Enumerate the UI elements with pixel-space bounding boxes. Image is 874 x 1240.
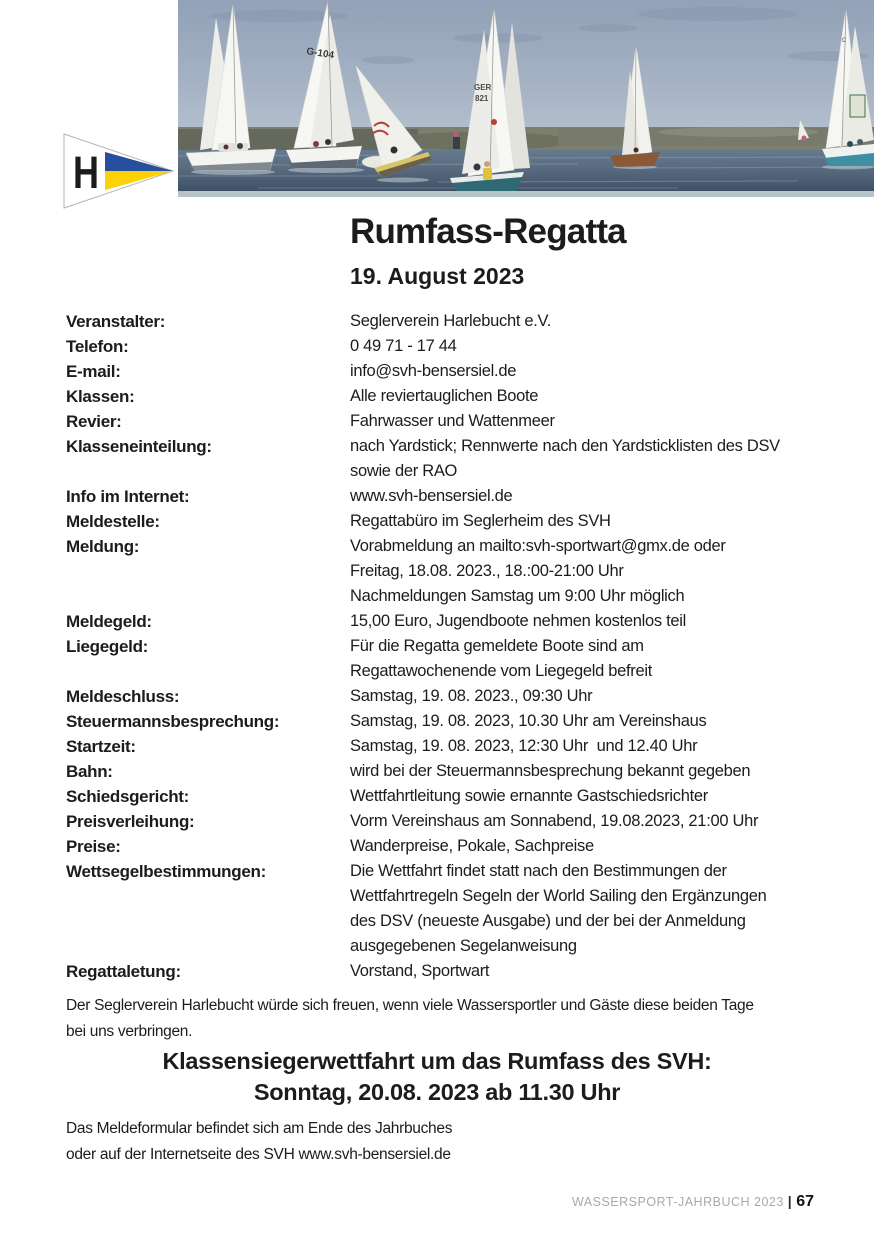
detail-value <box>350 634 822 684</box>
detail-label: Startzeit: <box>66 737 136 756</box>
detail-label: Veranstalter: <box>66 312 166 331</box>
detail-value-line: des DSV (neueste Ausgabe) und der bei der Anmeldung <box>350 912 746 930</box>
detail-value <box>350 534 822 609</box>
detail-label: Preise: <box>66 837 121 856</box>
detail-value-line: nach Yardstick; Rennwerte nach den Yardsticklisten des DSV <box>350 437 780 455</box>
detail-value-line: sowie der RAO <box>350 462 458 480</box>
detail-row <box>66 959 822 984</box>
detail-label: Meldestelle: <box>66 512 160 531</box>
detail-value-line: www.svh-bensersiel.de <box>350 487 513 505</box>
detail-value-line: Vorm Vereinshaus am Sonnabend, 19.08.2023, 21:00 Uhr <box>350 812 759 830</box>
detail-row <box>66 834 822 859</box>
detail-row <box>66 759 822 784</box>
detail-value <box>350 384 822 409</box>
detail-label: Klassen: <box>66 387 135 406</box>
form-note-line: Das Meldeformular befindet sich am Ende des Jahrbuches <box>66 1120 453 1137</box>
form-note <box>66 1116 452 1167</box>
detail-value <box>350 959 822 984</box>
closing-paragraph-line: bei uns verbringen. <box>66 1022 193 1040</box>
detail-value-line: Wettfahrtregeln Segeln der World Sailing den Ergänzungen <box>350 887 767 905</box>
detail-value-line: Wettfahrtleitung sowie ernannte Gastschiedsrichter <box>350 787 708 805</box>
sailboats-scene <box>178 0 874 197</box>
club-pennant-logo <box>63 133 175 209</box>
pennant-icon <box>63 133 175 209</box>
page-title: Rumfass-Regatta <box>350 212 626 251</box>
detail-value-line: Vorabmeldung an mailto:svh-sportwart@gmx.de oder <box>350 537 726 555</box>
detail-label: Info im Internet: <box>66 487 190 506</box>
detail-value <box>350 484 822 509</box>
logo-letter: H <box>73 147 99 198</box>
detail-value-line: Samstag, 19. 08. 2023, 12:30 Uhr und 12.40 Uhr <box>350 737 698 755</box>
detail-row <box>66 634 822 684</box>
details-list <box>66 309 822 984</box>
detail-label: E-mail: <box>66 362 121 381</box>
regatta-photo <box>178 0 874 197</box>
detail-label: Klasseneinteilung: <box>66 437 212 456</box>
detail-value-line: Samstag, 19. 08. 2023, 10.30 Uhr am Vereinshaus <box>350 712 707 730</box>
detail-row <box>66 709 822 734</box>
page-number: 67 <box>796 1193 814 1210</box>
detail-value-line: Die Wettfahrt findet statt nach den Bestimmungen der <box>350 862 727 880</box>
detail-value <box>350 359 822 384</box>
detail-row <box>66 409 822 434</box>
closing-paragraph <box>66 993 754 1044</box>
detail-value-line: Wanderpreise, Pokale, Sachpreise <box>350 837 594 855</box>
detail-value-line: Alle reviertauglichen Boote <box>350 387 539 405</box>
detail-value-line: info@svh-bensersiel.de <box>350 362 517 380</box>
form-note-line: oder auf der Internetseite des SVH www.svh-bensersiel.de <box>66 1145 451 1163</box>
detail-value <box>350 784 822 809</box>
detail-value <box>350 859 822 959</box>
detail-row <box>66 609 822 634</box>
detail-row <box>66 384 822 409</box>
detail-value-line: ausgegebenen Segelanweisung <box>350 937 577 955</box>
detail-label: Revier: <box>66 412 122 431</box>
detail-value-line: Samstag, 19. 08. 2023., 09:30 Uhr <box>350 687 593 705</box>
detail-row <box>66 509 822 534</box>
detail-label: Liegegeld: <box>66 637 149 656</box>
sail-number-821: 821 <box>475 94 489 103</box>
detail-row <box>66 334 822 359</box>
publication-name: WASSERSPORT-JAHRBUCH 2023 <box>571 1195 784 1209</box>
detail-label: Bahn: <box>66 762 113 781</box>
sail-letter-c: C <box>842 38 847 44</box>
detail-value-line: Vorstand, Sportwart <box>350 962 490 980</box>
footer-separator: | <box>787 1193 793 1209</box>
detail-label: Meldung: <box>66 537 140 556</box>
detail-label: Steuermannsbesprechung: <box>66 712 280 731</box>
event-date: 19. August 2023 <box>350 263 525 289</box>
detail-value-line: Freitag, 18.08. 2023., 18.:00-21:00 Uhr <box>350 562 624 580</box>
detail-label: Meldegeld: <box>66 612 152 631</box>
sail-country-ger: GER <box>474 83 492 92</box>
detail-value-line: Regattabüro im Seglerheim des SVH <box>350 512 611 530</box>
detail-value <box>350 759 822 784</box>
detail-row <box>66 534 822 609</box>
detail-row <box>66 734 822 759</box>
detail-row <box>66 359 822 384</box>
highlight-heading-line: Sonntag, 20.08. 2023 ab 11.30 Uhr <box>253 1079 621 1105</box>
detail-row <box>66 309 822 334</box>
detail-label: Telefon: <box>66 337 129 356</box>
detail-value <box>350 409 822 434</box>
detail-value <box>350 809 822 834</box>
detail-value <box>350 709 822 734</box>
detail-value <box>350 834 822 859</box>
detail-label: Wettsegelbestimmungen: <box>66 862 266 881</box>
detail-label: Meldeschluss: <box>66 687 180 706</box>
detail-value <box>350 684 822 709</box>
detail-value-line: Regattawochenende vom Liegegeld befreit <box>350 662 653 680</box>
detail-value-line: 0 49 71 - 17 44 <box>350 337 457 355</box>
page-footer <box>572 1193 814 1211</box>
detail-row <box>66 434 822 484</box>
detail-label: Schiedsgericht: <box>66 787 190 806</box>
detail-row <box>66 809 822 834</box>
detail-value <box>350 734 822 759</box>
detail-value-line: Fahrwasser und Wattenmeer <box>350 412 555 430</box>
detail-value <box>350 309 822 334</box>
detail-row <box>66 784 822 809</box>
detail-value-line: Nachmeldungen Samstag um 9:00 Uhr möglich <box>350 587 685 605</box>
detail-value <box>350 334 822 359</box>
detail-label: Preisverleihung: <box>66 812 195 831</box>
detail-value <box>350 509 822 534</box>
laser-sail-emblem <box>491 119 497 125</box>
detail-value-line: 15,00 Euro, Jugendboote nehmen kostenlos teil <box>350 612 686 630</box>
detail-value <box>350 434 822 484</box>
detail-row <box>66 859 822 959</box>
detail-value-line: Für die Regatta gemeldete Boote sind am <box>350 637 644 655</box>
highlight-heading-line: Klassensiegerwettfahrt um das Rumfass des SVH: <box>162 1048 712 1074</box>
sail-number-g104: G-104 <box>305 46 335 62</box>
highlight-heading <box>40 1046 834 1108</box>
detail-value <box>350 609 822 634</box>
detail-row <box>66 484 822 509</box>
beach-strip <box>178 191 874 197</box>
detail-row <box>66 684 822 709</box>
closing-paragraph-line: Der Seglerverein Harlebucht würde sich freuen, wenn viele Wassersportler und Gäste diese beiden Tage <box>66 997 754 1014</box>
detail-value-line: wird bei der Steuermannsbesprechung bekannt gegeben <box>350 762 751 780</box>
detail-label: Regattaletung: <box>66 962 181 981</box>
detail-value-line: Seglerverein Harlebucht e.V. <box>350 312 552 330</box>
sail-sponsor-patch <box>850 95 865 117</box>
